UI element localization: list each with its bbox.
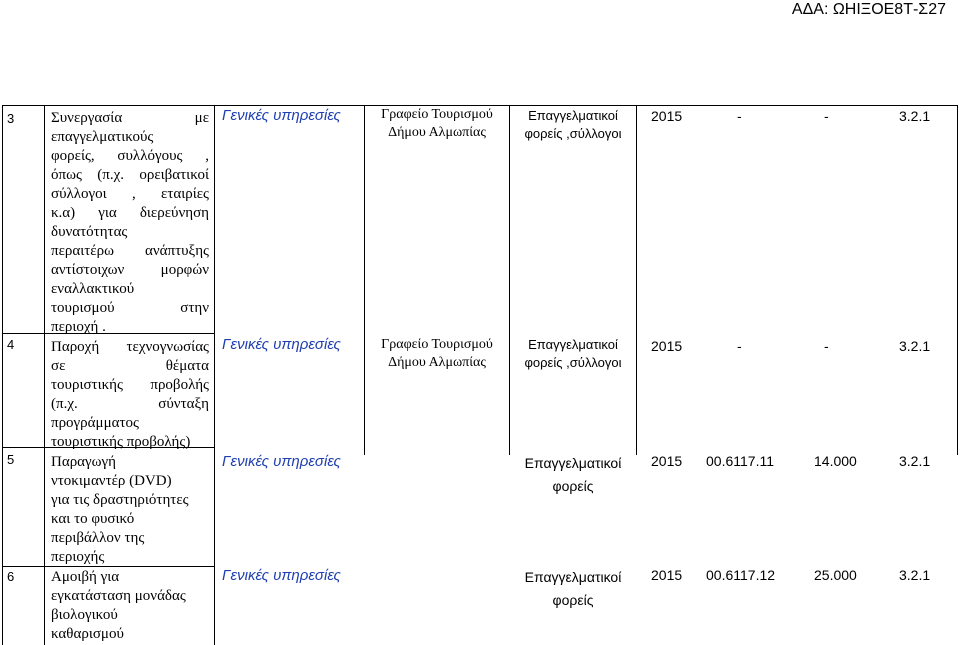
row-number: 5 bbox=[7, 452, 15, 467]
partners: Επαγγελματικοί φορείς bbox=[524, 455, 622, 494]
budget-code: - bbox=[737, 338, 742, 354]
year: 2015 bbox=[651, 453, 683, 469]
col-border bbox=[214, 105, 215, 645]
measure-code: 3.2.1 bbox=[899, 108, 931, 124]
col-border bbox=[957, 105, 958, 455]
row-number: 6 bbox=[7, 569, 15, 584]
col-border bbox=[2, 105, 3, 645]
col-border bbox=[364, 105, 365, 455]
document-code: ΑΔΑ: ΩΗΙΞΟΕ8Τ-Σ27 bbox=[791, 1, 946, 18]
year: 2015 bbox=[651, 567, 683, 583]
budget-code: 00.6117.11 bbox=[706, 453, 774, 469]
service-category: Γενικές υπηρεσίες bbox=[222, 336, 341, 353]
partners: Επαγγελματικοί φορείς ,σύλλογοι bbox=[524, 108, 622, 141]
col-border bbox=[636, 105, 637, 455]
col-border bbox=[44, 105, 45, 645]
row-description: Παραγωγή ντοκιμαντέρ (DVD) για τις δραστηριότητες και το φυσικό περιβάλλον της περιοχής bbox=[51, 454, 189, 565]
responsible-agency: Γραφείο Τουρισμού Δήμου Αλμωπίας bbox=[381, 337, 493, 370]
partners: Επαγγελματικοί φορείς bbox=[524, 569, 622, 608]
row-description: Συνεργασία με επαγγελματικούς φορείς, συλλόγους , όπως (π.χ. ορειβατικοί σύλλογοι , εταιρίες κ.α) για διερεύνηση δυνατότητας περαιτέρω ανάπτυξης αντίστοιχων μορφών εναλλακτικού τουρισμού στην περιοχή . bbox=[51, 110, 209, 335]
service-category: Γενικές υπηρεσίες bbox=[222, 567, 341, 584]
year: 2015 bbox=[651, 338, 683, 354]
year: 2015 bbox=[651, 108, 683, 124]
measure-code: 3.2.1 bbox=[899, 453, 931, 469]
measure-code: 3.2.1 bbox=[899, 338, 931, 354]
amount: 25.000 bbox=[814, 567, 857, 583]
col-border bbox=[509, 105, 510, 455]
row-description: Αμοιβή για εγκατάσταση μονάδας βιολογικού καθαρισμού bbox=[51, 569, 186, 642]
responsible-agency: Γραφείο Τουρισμού Δήμου Αλμωπίας bbox=[381, 107, 493, 140]
amount: 14.000 bbox=[814, 453, 857, 469]
row-number: 3 bbox=[7, 111, 15, 126]
service-category: Γενικές υπηρεσίες bbox=[222, 107, 341, 124]
amount: - bbox=[824, 108, 829, 124]
budget-code: - bbox=[737, 108, 742, 124]
row-description: Παροχή τεχνογνωσίας σε θέματα τουριστικής προβολής (π.χ. σύνταξη προγράμματος τουριστικής προβολής) bbox=[51, 339, 209, 450]
amount: - bbox=[824, 338, 829, 354]
measure-code: 3.2.1 bbox=[899, 567, 931, 583]
partners: Επαγγελματικοί φορείς ,σύλλογοι bbox=[524, 337, 622, 370]
service-category: Γενικές υπηρεσίες bbox=[222, 453, 341, 470]
budget-code: 00.6117.12 bbox=[706, 567, 776, 583]
row-number: 4 bbox=[7, 337, 15, 352]
